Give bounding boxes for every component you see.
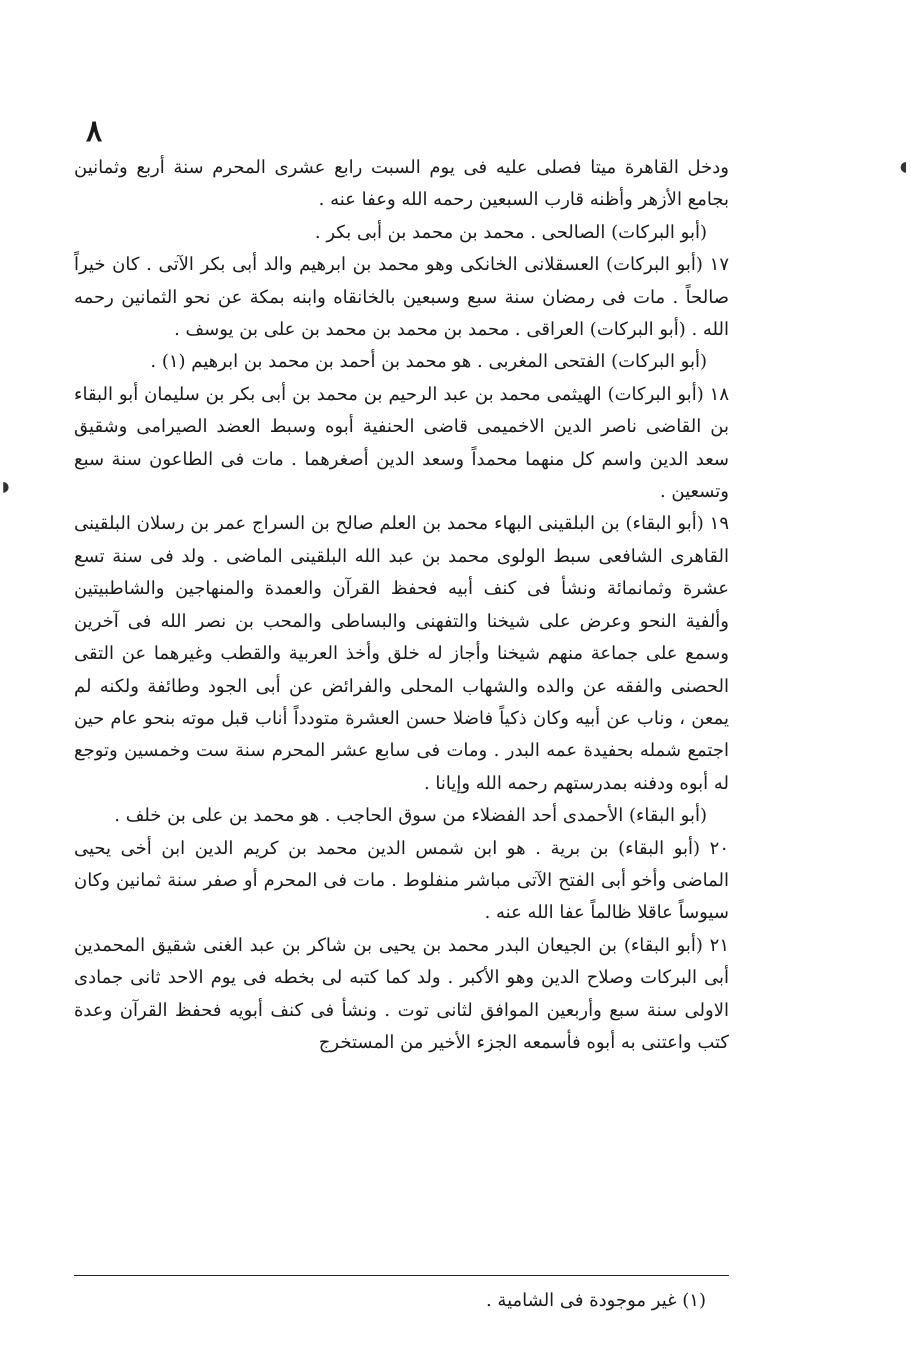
body-text (74, 152, 729, 1059)
paragraph: ٢١ (أبو البقاء) بن الجيعان البدر محمد بن يحيى بن شاكر بن عبد الغنى شقيق المحمدين أبى البركات وصلاح الدين وهو الأكبر . ولد كما كتبه لى بخطه فى يوم الاحد ثانى جمادى الاولى سنة سبع وأربعين الموافق لثانى توت . ونشأ فى كنف أبويه فحفظ القرآن وعدة كتب واعتنى به أبوه فأسمعه الجزء الأخير من المستخرج (74, 934, 729, 1053)
paragraph: (أبو البركات) الصالحى . محمد بن محمد بن أبى بكر . (314, 221, 707, 243)
scan-edge-mark: ◖ (900, 159, 908, 175)
paragraph: ١٧ (أبو البركات) العسقلانى الخانكى وهو محمد بن ابرهيم والد أبى بكر الآتى . كان خيراً صالحاً . مات فى رمضان سنة سبع وسبعين بالخانقاه وابنه بمكة عن نحو الثمانين رحمه الله . (أبو البركات) العراقى . محمد بن محمد بن محمد بن على بن يوسف . (74, 254, 729, 341)
paragraph: (أبو البركات) الفتحى المغربى . هو محمد بن أحمد بن محمد بن ابرهيم (١) . (150, 351, 707, 373)
footnote-divider (74, 1275, 729, 1276)
page-number: ٨ (86, 114, 103, 149)
paragraph: ١٨ (أبو البركات) الهيثمى محمد بن عبد الرحيم بن محمد بن أبى بكر بن سليمان أبو البقاء بن القاضى ناصر الدين الاخميمى قاضى الحنفية أبوه وسبط العضد الصيرامى وشقيق سعد الدين واسم كل منهما محمداً وسعد الدين أصغرهما . مات فى الطاعون سنة سبع وتسعين . (74, 383, 729, 503)
paragraph: ودخل القاهرة ميتا فصلى عليه فى يوم السبت رابع عشرى المحرم سنة أربع وثمانين بجامع الأزهر وأظنه قارب السبعين رحمه الله وعفا عنه . (74, 157, 729, 211)
paragraph: ٢٠ (أبو البقاء) بن برية . هو ابن شمس الدين محمد بن كريم الدين ابن أخى يحيى الماضى وأخو أبى الفتح الآتى مباشر منفلوط . مات فى المحرم أو صفر سنة ثمانين وكان سيوساً عاقلا ظالماً عفا الله عنه . (74, 837, 729, 924)
scan-edge-mark: ◗ (2, 479, 10, 495)
paragraph: (أبو البقاء) الأحمدى أحد الفضلاء من سوق الحاجب . هو محمد بن على بن خلف . (114, 805, 707, 827)
paragraph: ١٩ (أبو البقاء) بن البلقينى البهاء محمد بن العلم صالح بن السراج عمر بن رسلان البلقينى القاهرى الشافعى سبط الولوى محمد بن عبد الله البلقينى الماضى . ولد فى سنة تسع عشرة وثمانمائة ونشأ فى كنف أبيه فحفظ القرآن والعمدة والمنهاجين والشاطبيتين وألفية النحو وعرض على شيخنا والتفهنى والبساطى والمحب بن نصر الله فى آخرين وسمع على جماعة منهم شيخنا وأجاز له خلق وأخذ العربية والقطب وغيرهما عن التقى الحصنى والفقه عن والده والشهاب المحلى والفرائض عن أبى الجود وطائفة ولكنه لم يمعن ، وناب عن أبيه وكان ذكياً فاضلا حسن العشرة متودداً أناب قبل موته بنحو عام حين اجتمع شمله بحفيدة عمه البدر . ومات فى سابع عشر المحرم سنة ست وخمسين وتوجع له أبوه ودفنه بمدرستهم رحمه الله وإيانا . (74, 513, 729, 794)
footnote: (١) غير موجودة فى الشامية . (485, 1290, 706, 1311)
